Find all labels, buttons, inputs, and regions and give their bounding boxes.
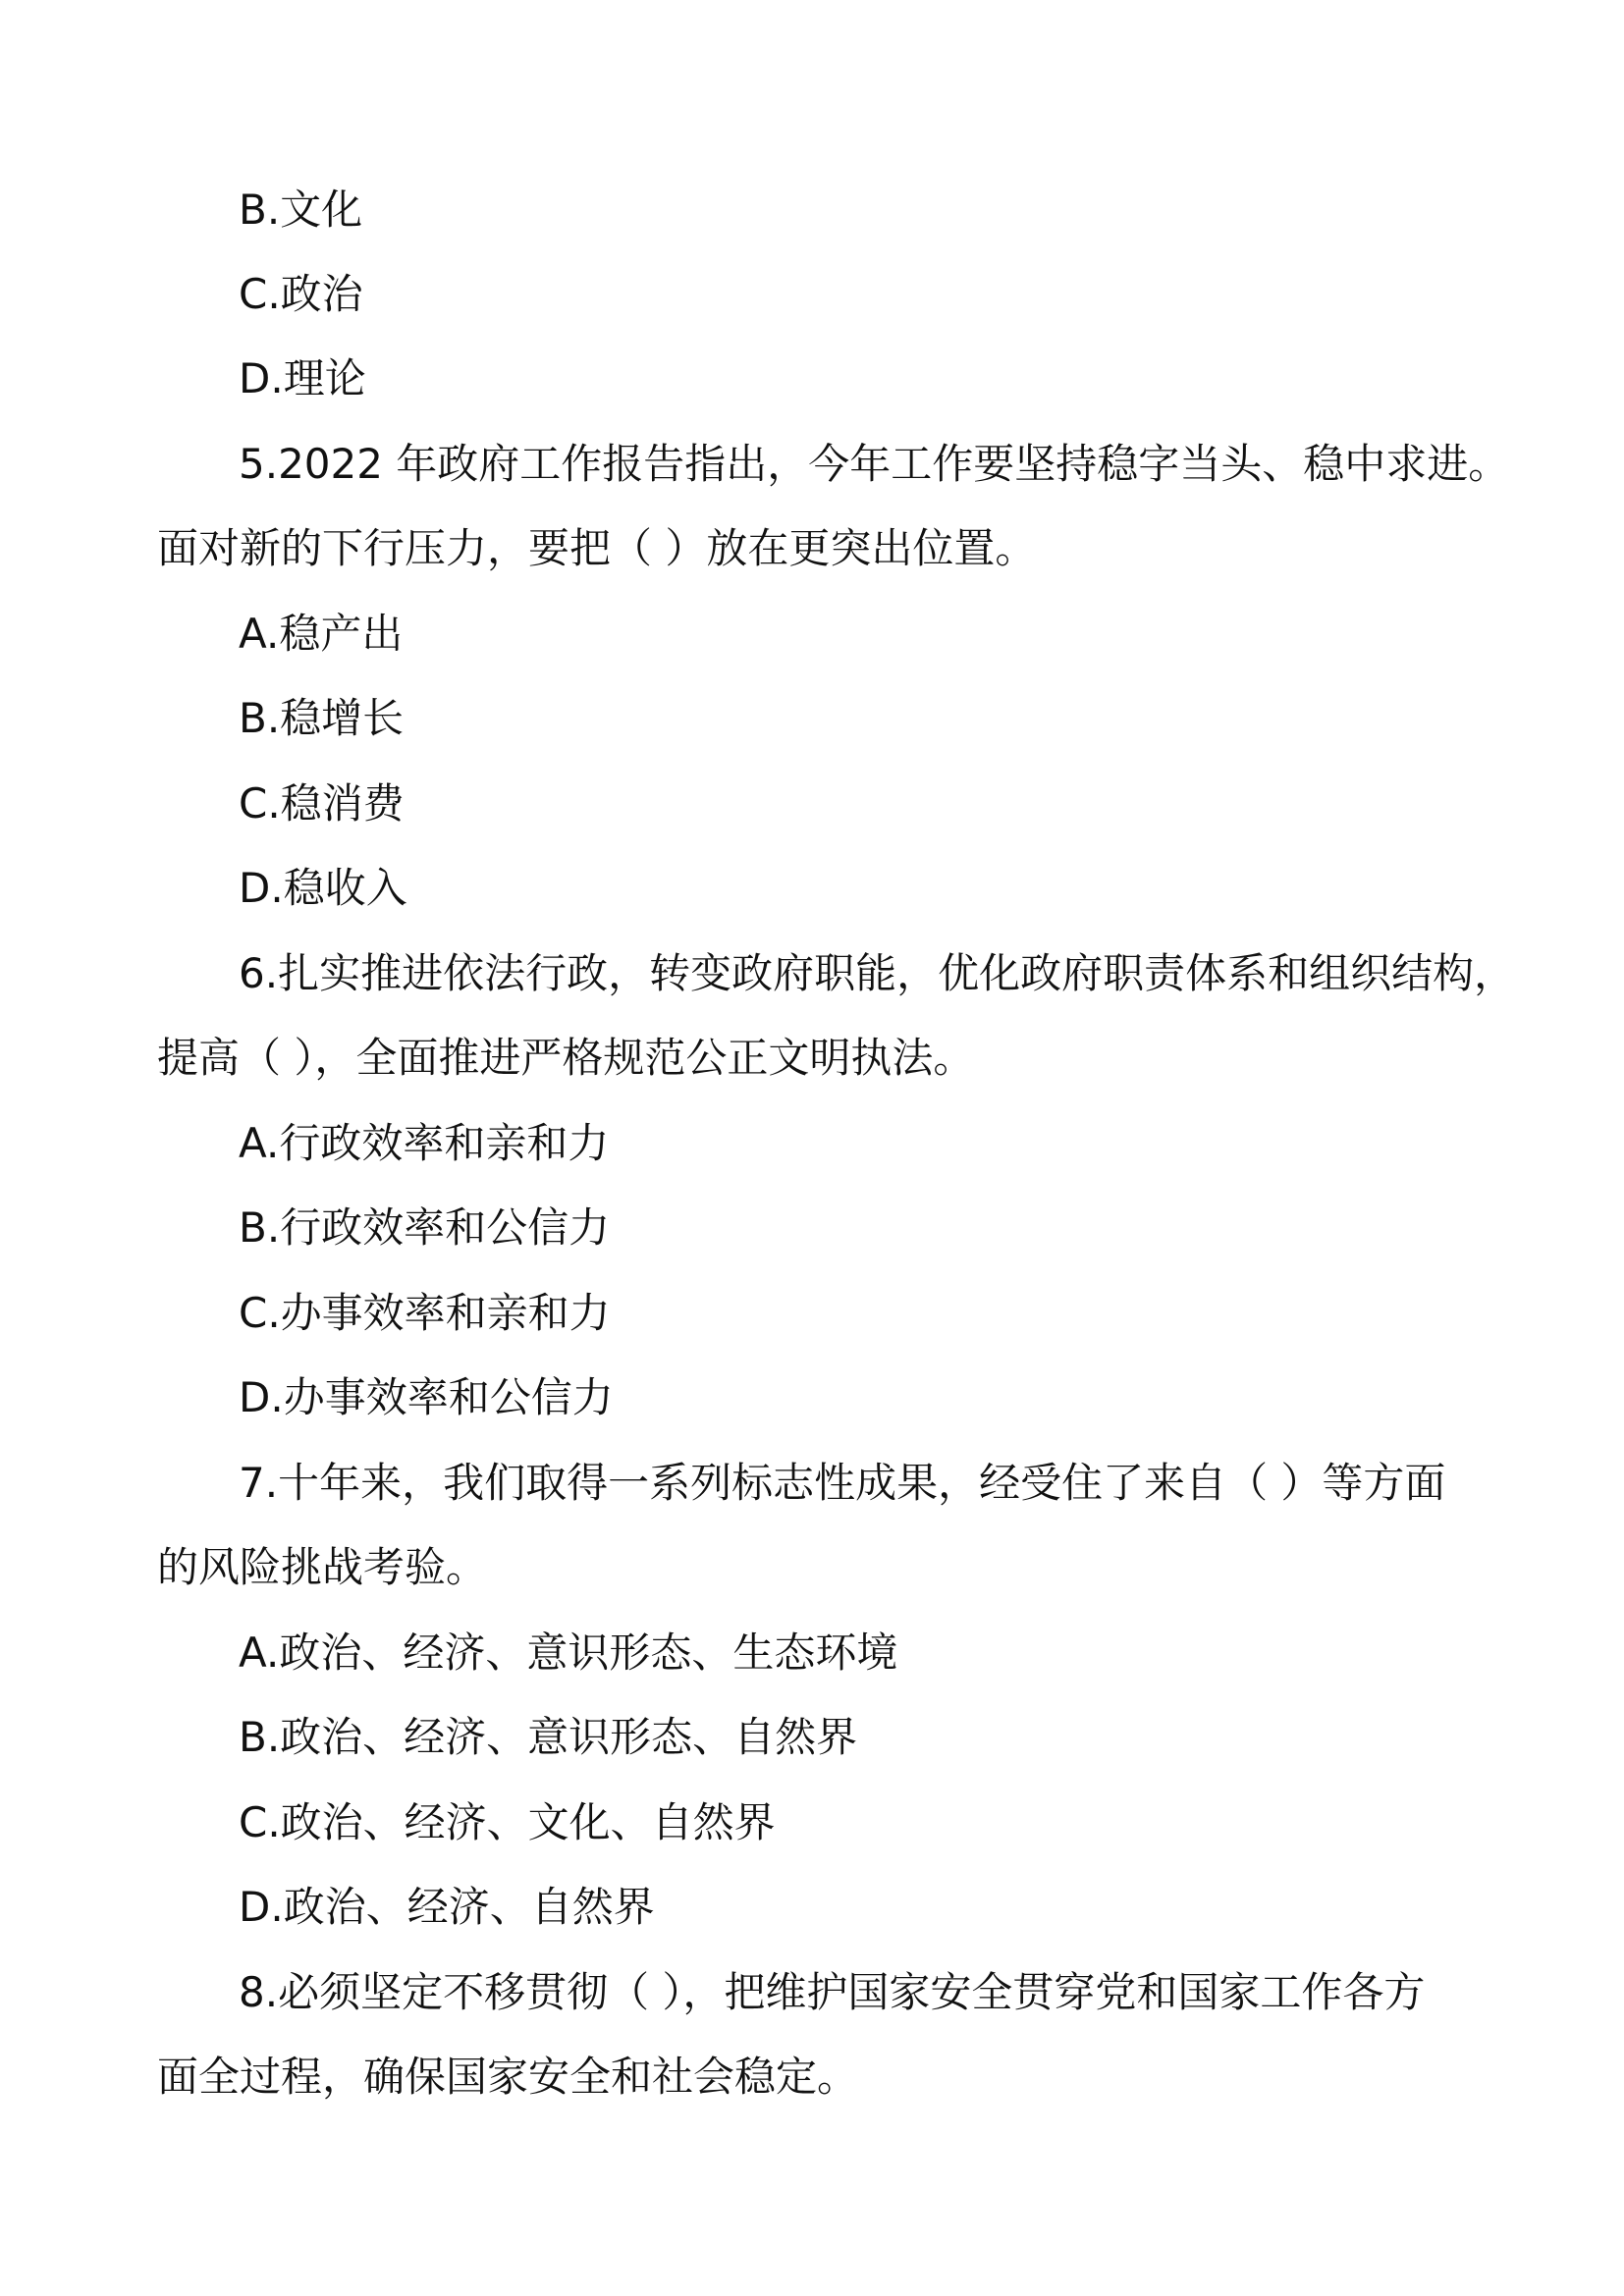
option-c-q7: C.政治、经济、文化、自然界 [239, 1798, 776, 1846]
question-5-line-2: 面对新的下行压力，要把（ ）放在更突出位置。 [157, 524, 1037, 572]
option-a-q5: A.稳产出 [239, 610, 404, 658]
question-8-line-2: 面全过程，确保国家安全和社会稳定。 [157, 2053, 859, 2101]
question-7-line-2: 的风险挑战考验。 [157, 1543, 488, 1591]
option-b-q5: B.稳增长 [239, 694, 405, 742]
option-b-q7: B.政治、经济、意识形态、自然界 [239, 1713, 858, 1761]
option-d-q5: D.稳收入 [239, 864, 407, 912]
option-c-q5: C.稳消费 [239, 779, 405, 828]
option-d-q4: D.理论 [239, 354, 366, 402]
option-a-q7: A.政治、经济、意识形态、生态环境 [239, 1629, 898, 1677]
option-c-q4: C.政治 [239, 270, 363, 318]
option-d-q6: D.办事效率和公信力 [239, 1373, 614, 1421]
option-b-q4: B.文化 [239, 186, 363, 234]
option-d-q7: D.政治、经济、自然界 [239, 1883, 655, 1931]
question-5-line-1: 5.2022 年政府工作报告指出，今年工作要坚持稳字当头、稳中求进。 [239, 440, 1510, 488]
question-6-line-1: 6.扎实推进依法行政，转变政府职能，优化政府职责体系和组织结构， [239, 949, 1516, 997]
question-8-line-1: 8.必须坚定不移贯彻（ ），把维护国家安全贯穿党和国家工作各方 [239, 1968, 1426, 2016]
option-a-q6: A.行政效率和亲和力 [239, 1119, 610, 1167]
option-c-q6: C.办事效率和亲和力 [239, 1289, 611, 1337]
option-b-q6: B.行政效率和公信力 [239, 1203, 611, 1252]
question-6-line-2: 提高（ ），全面推进严格规范公正文明执法。 [157, 1034, 975, 1082]
question-7-line-1: 7.十年来，我们取得一系列标志性成果，经受住了来自（ ）等方面 [239, 1459, 1446, 1507]
